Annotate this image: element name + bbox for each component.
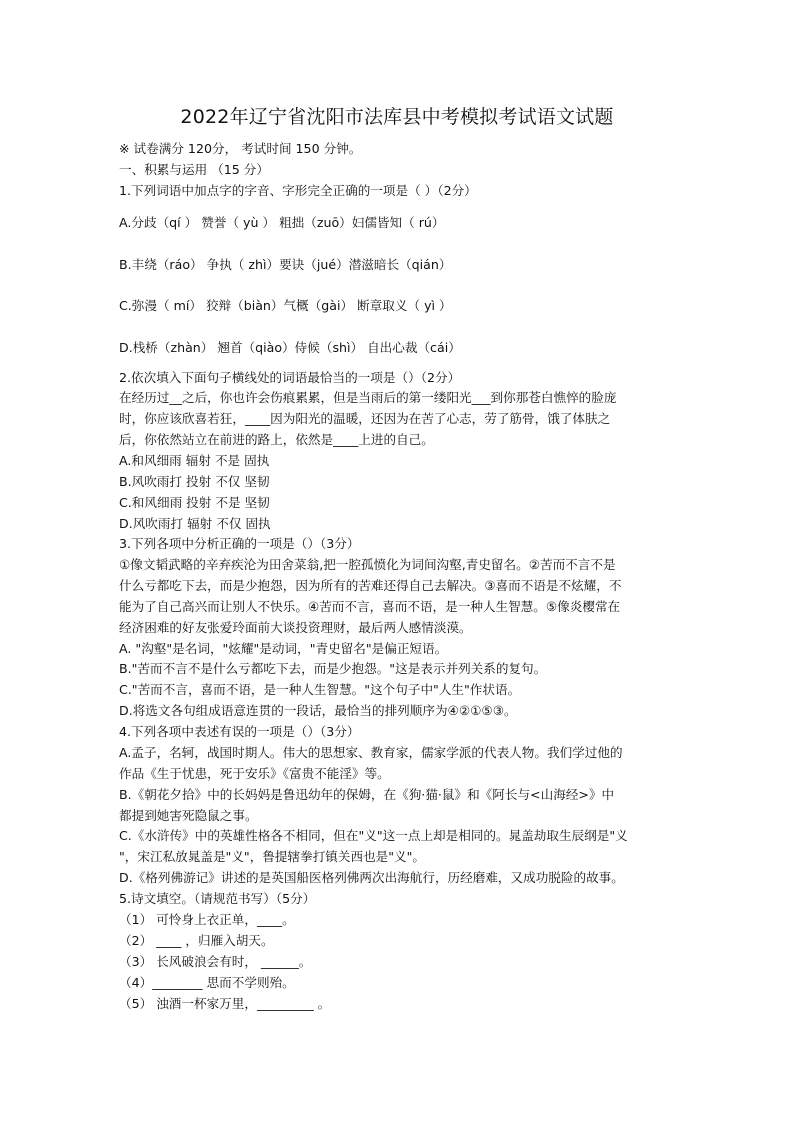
question-3-passage-line: 什么亏都吃下去，而是少抱怨，因为所有的苦难还得自己去解决。③喜而不语是不炫耀，不: [119, 578, 622, 593]
poem-blank-item: （1） 可怜身上衣正单，____。: [119, 912, 295, 927]
exam-title: 2022年辽宁省沈阳市法库县中考模拟考试语文试题: [180, 106, 614, 128]
poem-blank-item: （2） ____ ，归雁入胡天。: [119, 933, 274, 948]
question-2-option-d: D.风吹雨打 辐射 不仅 固执: [119, 516, 271, 531]
poem-blank-item: （4）________ 思而不学则殆。: [119, 975, 295, 990]
question-2-passage-line: 时，你应该欣喜若狂，____因为阳光的温暖，还因为在苦了心志，劳了筋骨，饿了体肤之: [119, 411, 611, 426]
question-4-line: "，宋江私放晁盖是"义"，鲁提辖拳打镇关西也是"义"。: [119, 849, 426, 864]
question-4-line: C.《水浒传》中的英雄性格各不相同，但在"义"这一点上却是相同的。晁盖劫取生辰纲是"义: [119, 828, 628, 843]
question-1-option-c: C.弥漫（ mí） 狡辩（biàn）气概（gài） 断章取义（ yì ）: [119, 298, 452, 313]
question-2-stem: 2.依次填入下面句子横线处的词语最恰当的一项是（）（2分）: [119, 370, 461, 385]
question-1-option-b: B.丰绕（ráo） 争执（ zhì）要诀（jué）潜滋暗长（qián）: [119, 257, 452, 272]
exam-instructions: ※ 试卷满分 120分， 考试时间 150 分钟。: [119, 141, 362, 156]
section-heading: 一、积累与运用 （15 分）: [119, 162, 269, 177]
question-1-option-a: A.分歧（qí ） 赞誉（ yù ） 粗拙（zuō）妇儒皆知（ rú）: [119, 215, 445, 230]
question-4-line: D.《格列佛游记》讲述的是英国船医格列佛两次出海航行，历经磨难，又成功脱险的故事。: [119, 870, 624, 885]
question-2-passage-line: 在经历过__之后，你也许会伤痕累累，但是当雨后的第一缕阳光___到你那苍白憔悴的脸庞: [119, 390, 617, 405]
question-3-stem: 3.下列各项中分析正确的一项是（）（3分）: [119, 536, 360, 551]
question-4-line: 作品《生于忧患，死于安乐》《富贵不能淫》等。: [119, 766, 390, 781]
question-4-line: B.《朝花夕拾》中的长妈妈是鲁迅幼年的保姆，在《狗·猫·鼠》和《阿长与<山海经>》中: [119, 787, 615, 802]
question-2-option-b: B.风吹雨打 投射 不仅 坚韧: [119, 474, 270, 489]
question-3-option-c: C."苦而不言，喜而不语，是一种人生智慧。"这个句子中"人生"作状语。: [119, 682, 521, 697]
poem-blank-item: （5） 浊酒一杯家万里，_________ 。: [119, 996, 331, 1011]
question-1-option-d: D.栈桥（zhàn） 翘首（qiào）侍候（shì） 自出心裁（cái）: [119, 340, 461, 355]
question-4-line: A.孟子，名轲，战国时期人。伟大的思想家、教育家，儒家学派的代表人物。我们学过他的: [119, 745, 623, 760]
question-3-option-d: D.将选文各句组成语意连贯的一段话，最恰当的排列顺序为④②①⑤③。: [119, 703, 517, 718]
question-5-stem: 5.诗文填空。（请规范书写）（5分）: [119, 891, 316, 906]
question-3-option-b: B."苦而不言不是什么亏都吃下去，而是少抱怨。"这是表示并列关系的复句。: [119, 661, 547, 676]
question-2-passage-line: 后，你依然站立在前进的路上，依然是____上进的自己。: [119, 432, 434, 447]
question-3-passage-line: 能为了自己高兴而让别人不快乐。④苦而不言，喜而不语，是一种人生智慧。⑤像炎樱常在: [119, 599, 621, 614]
question-3-option-a: A. "沟壑"是名词，"炫耀"是动词，"青史留名"是偏正短语。: [119, 641, 448, 656]
question-1-stem: 1.下列词语中加点字的字音、字形完全正确的一项是（ ）（2分）: [119, 183, 477, 198]
question-3-passage-line: ①像文韬武略的辛弃疾沦为田舍菜翁,把一腔孤愤化为词间沟壑,青史留名。②苦而不言不是: [119, 557, 616, 572]
question-2-option-a: A.和风细雨 辐射 不是 固执: [119, 453, 270, 468]
question-2-option-c: C.和风细雨 投射 不是 坚韧: [119, 495, 270, 510]
question-3-passage-line: 经济困难的好友张爱玲面前大谈投资理财，最后两人感情淡漠。: [119, 620, 472, 635]
poem-blank-item: （3） 长风破浪会有时， ______。: [119, 954, 312, 969]
question-4-stem: 4.下列各项中表述有误的一项是（）（3分）: [119, 724, 360, 739]
question-4-line: 都提到她害死隐鼠之事。: [119, 808, 258, 823]
